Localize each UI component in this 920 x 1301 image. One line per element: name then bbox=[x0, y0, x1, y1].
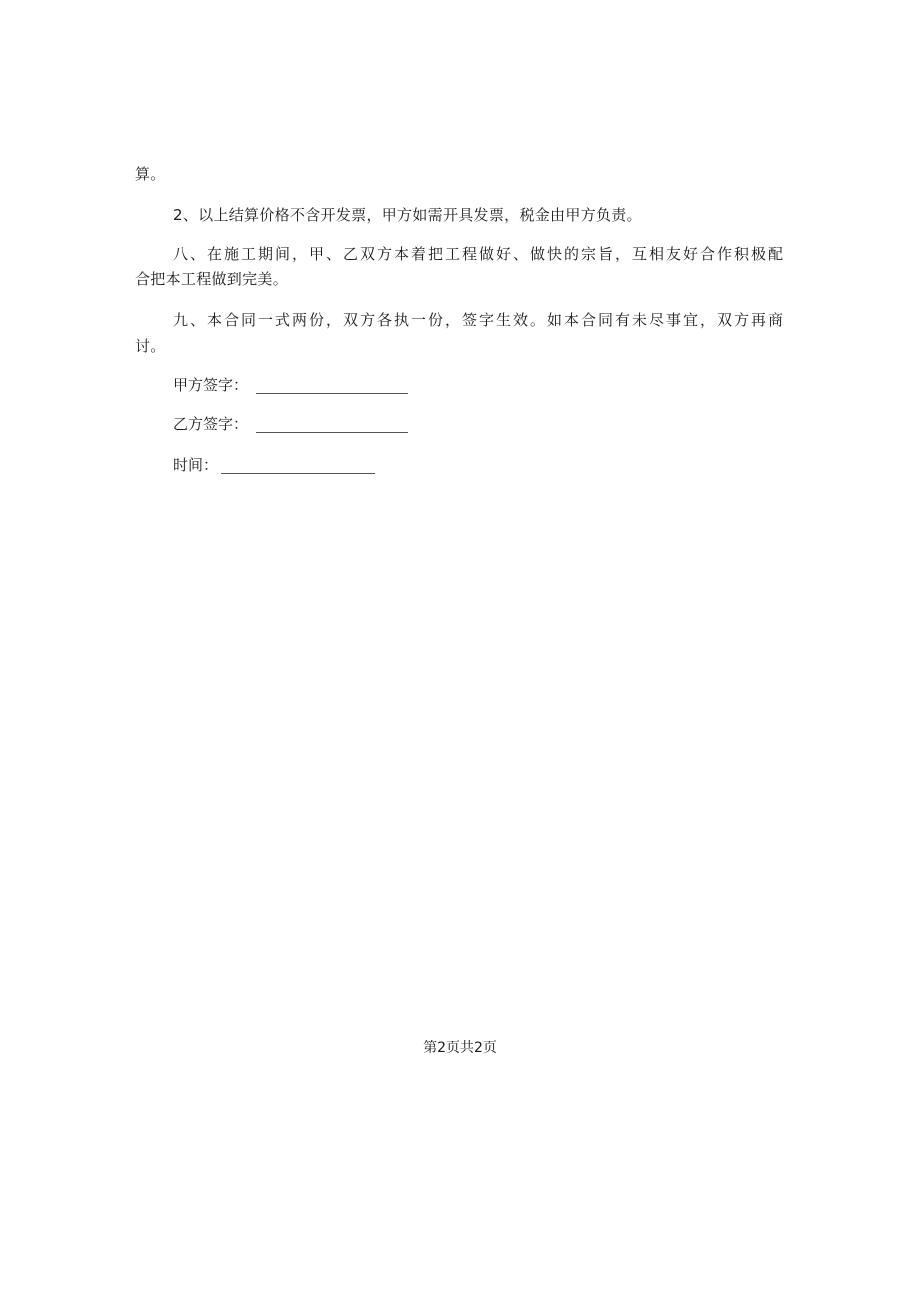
clause-7-2: 2、以上结算价格不含开发票，甲方如需开具发票，税金由甲方负责。 bbox=[173, 206, 642, 224]
clause-8-line-1: 八、在施工期间，甲、乙双方本着把工程做好、做快的宗旨，互相友好合作积极配 bbox=[173, 245, 783, 263]
paragraph-fragment: 算。 bbox=[135, 165, 166, 183]
date-signature bbox=[173, 455, 375, 475]
party-a-signature-line bbox=[256, 393, 408, 394]
party-a-signature-label: 甲方签字： bbox=[173, 376, 249, 394]
party-b-signature-line bbox=[256, 432, 408, 433]
clause-9-line-2: 讨。 bbox=[135, 337, 166, 355]
clause-8-line-2: 合把本工程做到完美。 bbox=[135, 270, 289, 288]
date-line bbox=[221, 473, 375, 474]
party-a-signature bbox=[173, 375, 408, 395]
page-indicator: 第2页共2页 bbox=[423, 1040, 497, 1056]
party-b-signature bbox=[173, 414, 408, 434]
date-label: 时间： bbox=[173, 456, 219, 474]
party-b-signature-label: 乙方签字： bbox=[173, 415, 249, 433]
clause-9-line-1: 九、本合同一式两份，双方各执一份，签字生效。如本合同有未尽事宜，双方再商 bbox=[173, 311, 783, 329]
